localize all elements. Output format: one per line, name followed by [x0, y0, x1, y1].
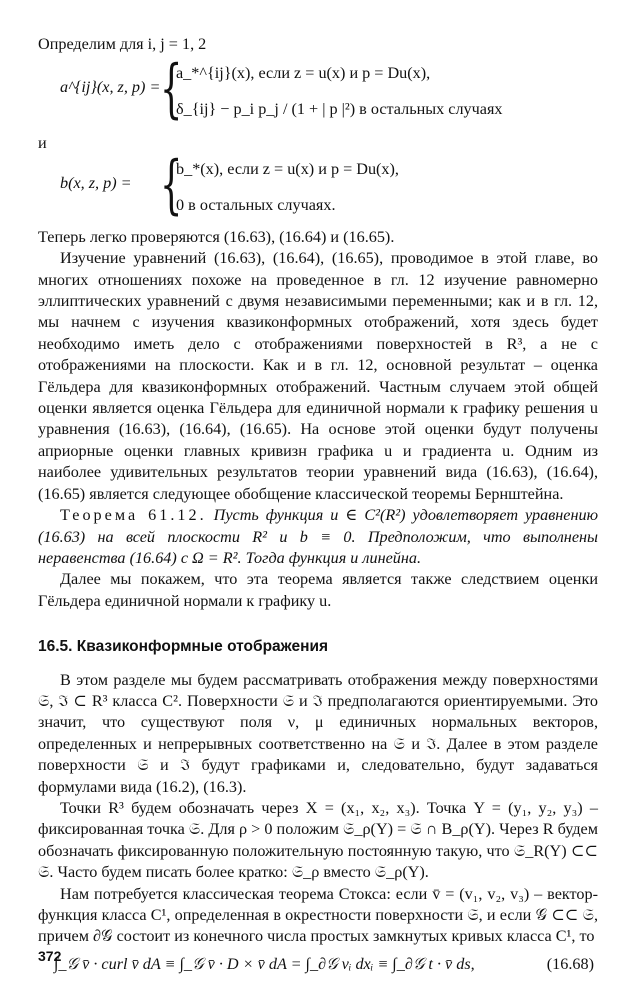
formula-b-brace: {	[160, 147, 183, 222]
formula-b-lhs: b(x, z, p) =	[60, 173, 132, 192]
paragraph-5: Точки R³ будем обозначать через X = (x₁, x₂, x₃). Точка Y = (y₁, y₂, y₃) – фиксированная точка 𝔖. Для ρ > 0 положим 𝔖_ρ(Y) = 𝔖 ∩ B_ρ(Y). Через R будем обозначать фиксированную положительную постоянную такую, что 𝔖_R(Y) ⊂⊂ 𝔖. Часто будем писать более кратко: 𝔖_ρ вместо 𝔖_ρ(Y).	[38, 798, 598, 882]
theorem-label: Теорема 61.12.	[60, 506, 207, 525]
formula-a-lhs: a^{ij}(x, z, p) =	[60, 78, 161, 97]
conjunction: и	[38, 134, 47, 153]
formula-b-case1: b_*(x), если z = u(x) и p = Du(x),	[176, 159, 399, 178]
equation-number: (16.68)	[546, 954, 594, 973]
stokes-formula-body: ∫_𝒢 v̄ · curl v̄ dA ≡ ∫_𝒢 v̄ · D × v̄ dA = ∫_∂𝒢 vᵢ dxᵢ ≡ ∫_∂𝒢 t · v̄ ds,	[54, 954, 475, 973]
paragraph-3: Далее мы покажем, что эта теорема является также следствием оценки Гёльдера единичной нормали к графику u.	[38, 570, 598, 610]
intro-line: Определим для i, j = 1, 2	[38, 35, 207, 53]
formula-a	[38, 52, 598, 127]
theorem	[38, 505, 598, 569]
formula-a-case2: δ_{ij} − p_i p_j / (1 + | p |²) в остальных случаях	[176, 100, 503, 119]
paragraph-1: Теперь легко проверяются (16.63), (16.64) и (16.65).	[38, 227, 395, 246]
page-body	[38, 34, 598, 975]
page-number: 372	[38, 948, 62, 964]
theorem-text: Пусть функция u ∈ C²(R²) удовлетворяет уравнению (16.63) на всей плоскости R² и b ≡ 0. Предположим, что выполнены неравенства (16.64) с Ω = R². Тогда функция и линейна.	[38, 506, 598, 567]
paragraph-2: Изучение уравнений (16.63), (16.64), (16.65), проводимое в этой главе, во многих отношениях похоже на проведенное в гл. 12 изучение равномерно эллиптических уравнений с двумя независимыми переменными; как и в гл. 12, мы начнем с изучения квазиконформных отображений, хотя здесь будет необходимо иметь дело с отображениями поверхностей в R³, а не с отображениями на плоскости. Как и в гл. 12, основной результат – оценка Гёльдера для квазиконформных отображений. Частным случаем этой общей оценки является оценка Гёльдера для единичной нормали к графику решения u уравнения (16.63), (16.64), (16.65). На основе этой оценки будут получены априорные оценки главных кривизн графика u и градиента u. Одним из наиболее удивительных результатов теории уравнений вида (16.63), (16.64), (16.65) является следующее обобщение классической теоремы Бернштейна.	[38, 249, 598, 503]
formula-a-case1: a_*^{ij}(x), если z = u(x) и p = Du(x),	[176, 64, 431, 83]
paragraph-4: В этом разделе мы будем рассматривать отображения между поверхностями 𝔖, ℑ ⊂ R³ класса C². Поверхности 𝔖 и ℑ предполагаются ориентируемыми. Это значит, что существуют поля ν, μ единичных нормальных векторов, определенных и непрерывных соответственно на 𝔖 и ℑ. Далее в этом разделе поверхности 𝔖 и ℑ будут графиками и, следовательно, будут задаваться формулами вида (16.2), (16.3).	[38, 670, 598, 796]
formula-b	[38, 147, 598, 222]
stokes-formula	[38, 954, 598, 975]
paragraph-6: Нам потребуется классическая теорема Стокса: если v̄ = (v₁, v₂, v₃) – вектор-функция класса C¹, определенная в окрестности поверхности 𝔖, и если 𝒢 ⊂⊂ 𝔖, причем ∂𝒢 состоит из конечного числа простых замкнутых кривых класса C¹, то	[38, 884, 598, 946]
formula-b-case2: 0 в остальных случаях.	[176, 195, 336, 214]
section-title: 16.5. Квазиконформные отображения	[38, 638, 329, 656]
formula-a-brace: {	[160, 52, 183, 127]
